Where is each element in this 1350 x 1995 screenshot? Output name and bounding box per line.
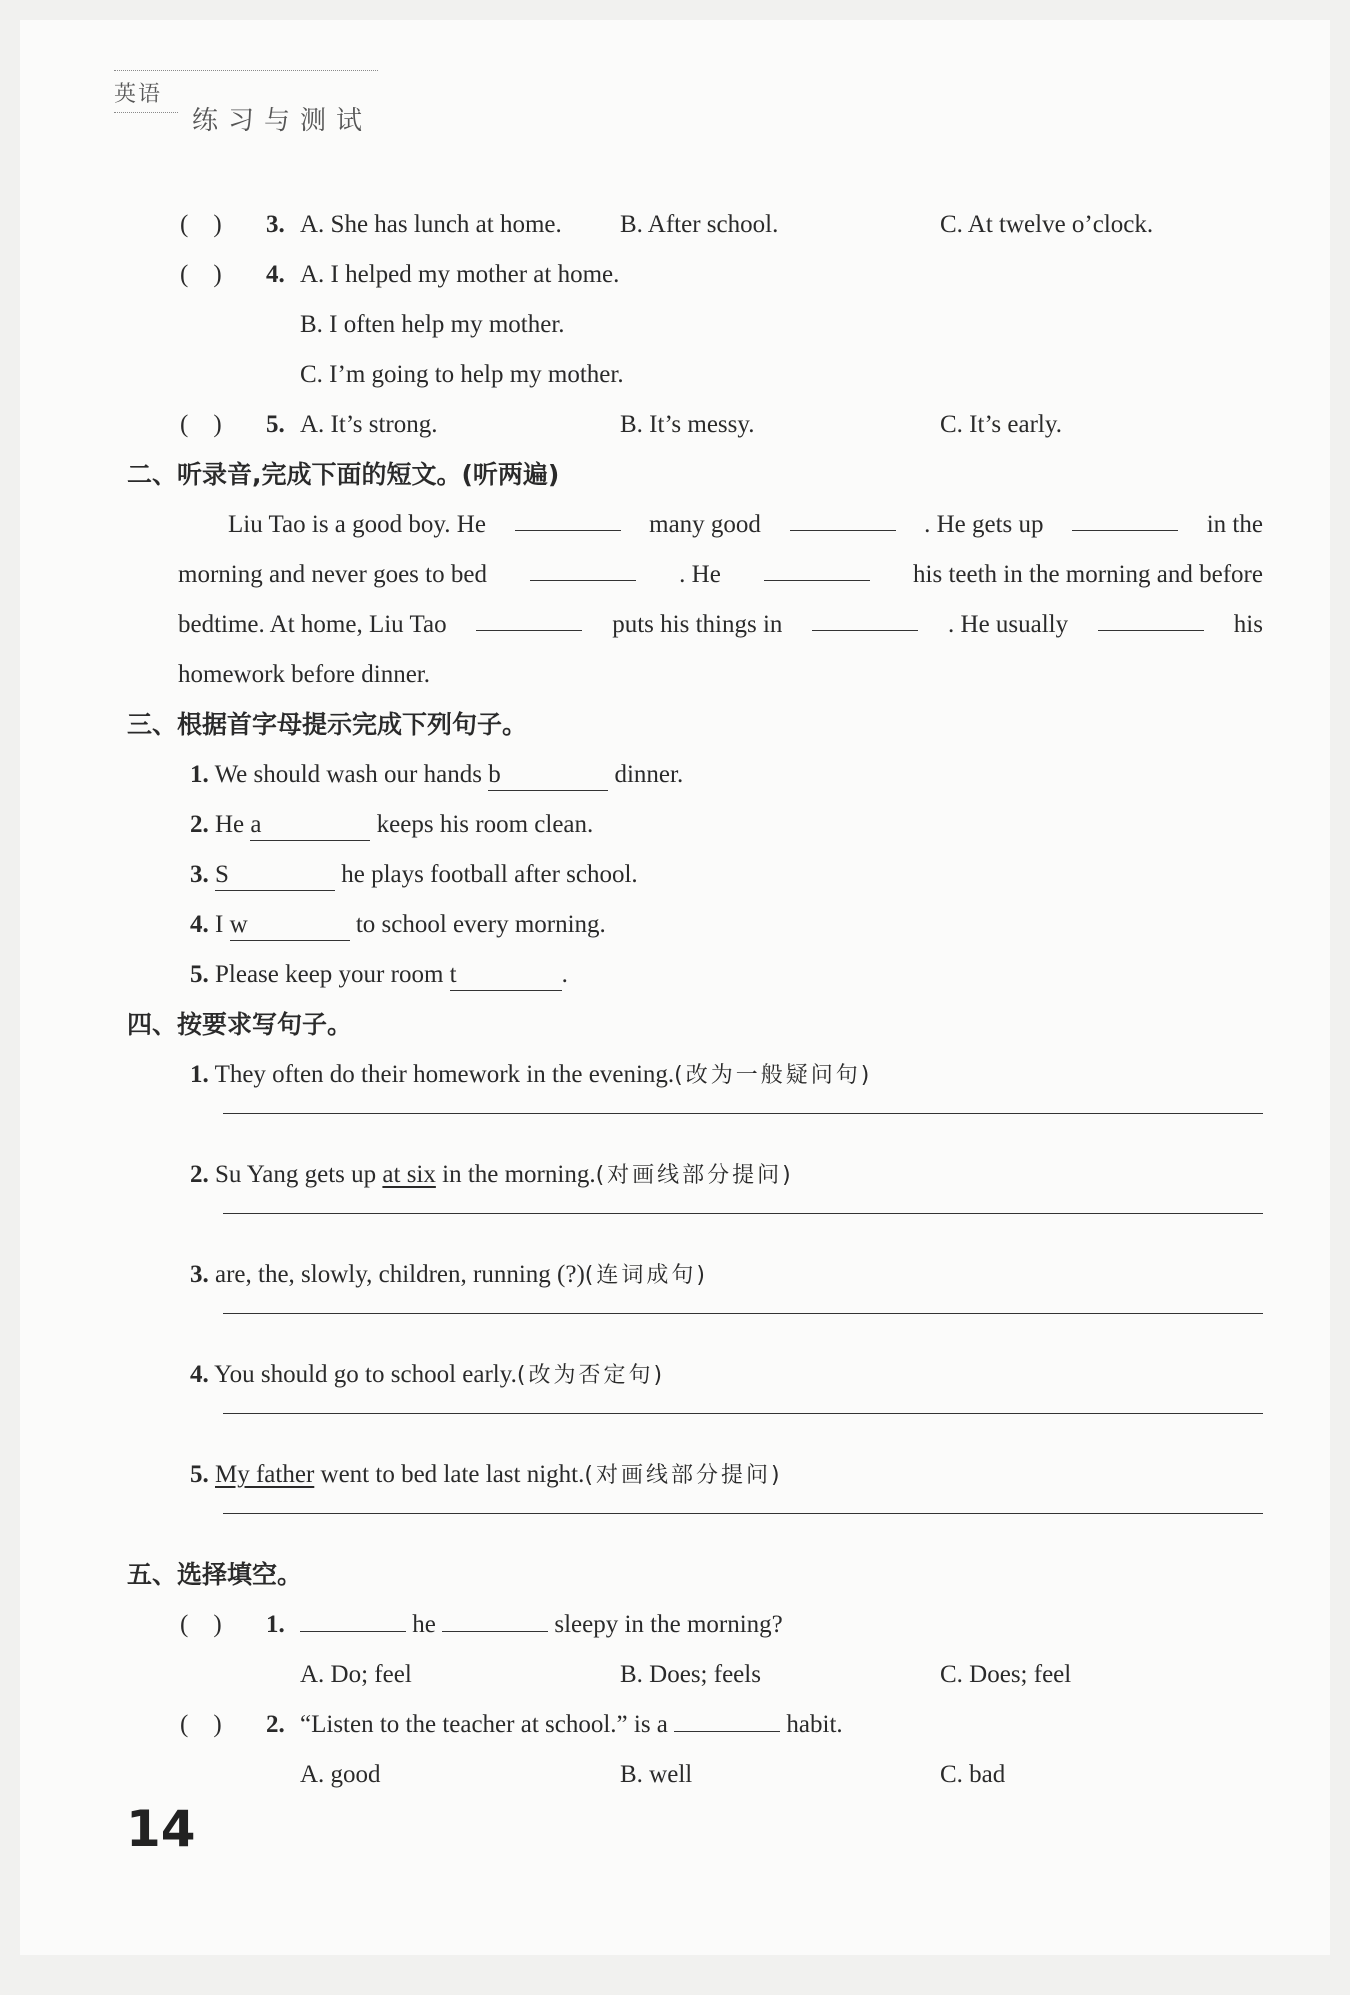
section-title-3: 三、根据首字母提示完成下列句子。 [127, 710, 528, 739]
passage-text: . He gets up [924, 511, 1044, 538]
sentence-text: You should go to school early. [214, 1361, 517, 1388]
question-number: 3. [190, 861, 209, 888]
fill-blank[interactable] [450, 960, 562, 991]
sentence-item [190, 750, 683, 800]
passage-text: his teeth in the morning and before [913, 561, 1263, 588]
sentence-text: dinner. [614, 761, 684, 788]
answer-line[interactable] [223, 1413, 1263, 1414]
sentence-text: Su Yang gets up [215, 1161, 377, 1188]
sentence-text: Please keep your room [215, 961, 444, 988]
options-row [20, 1650, 1330, 1700]
option-a: A. I helped my mother at home. [300, 261, 620, 288]
header-dotted-rule [114, 70, 378, 71]
workbook-page [20, 20, 1330, 1955]
passage-line [178, 600, 1263, 650]
section-title-4: 四、按要求写句子。 [127, 1010, 353, 1039]
fill-blank[interactable] [790, 500, 896, 531]
passage-text: . He usually [948, 611, 1069, 638]
stem-text: habit. [786, 1711, 843, 1738]
option-c: C. It’s early. [940, 411, 1062, 438]
answer-line[interactable] [223, 1313, 1263, 1314]
passage-line [178, 500, 1263, 550]
option-c: C. At twelve o’clock. [940, 211, 1154, 238]
stem-text: he [412, 1611, 436, 1638]
option-c: C. Does; feel [940, 1661, 1072, 1688]
passage-text: Liu Tao is a good boy. He [228, 511, 486, 538]
option-b: B. After school. [620, 211, 779, 238]
option-b: B. I often help my mother. [300, 311, 565, 338]
fill-blank[interactable] [300, 1601, 406, 1632]
question-number: 2. [190, 811, 209, 838]
page-number: 14 [126, 1800, 196, 1858]
fill-blank[interactable] [515, 500, 621, 531]
question-row [20, 1700, 1330, 1750]
rewrite-item [190, 1450, 783, 1500]
answer-line[interactable] [223, 1513, 1263, 1514]
answer-bracket[interactable]: ( ) [180, 261, 222, 288]
passage-text: puts his things in [612, 611, 783, 638]
sentence-text: We should wash our hands [214, 761, 482, 788]
fill-blank[interactable] [442, 1601, 548, 1632]
option-b: B. well [620, 1761, 693, 1788]
sentence-text: He [215, 811, 245, 838]
question-number: 2. [190, 1161, 209, 1188]
question-number: 4. [190, 911, 209, 938]
passage-line [178, 550, 1263, 600]
header-subject: 英语 [114, 78, 178, 113]
answer-bracket[interactable]: ( ) [180, 1611, 222, 1638]
option-a: A. She has lunch at home. [300, 211, 562, 238]
answer-line[interactable] [223, 1113, 1263, 1114]
option-b: B. It’s messy. [620, 411, 755, 438]
question-number: 3. [190, 1261, 209, 1288]
initial-letter: b [488, 761, 501, 788]
question-number: 1. [266, 1611, 285, 1638]
answer-bracket[interactable]: ( ) [180, 411, 222, 438]
question-number: 4. [266, 261, 285, 288]
fill-blank[interactable] [1072, 500, 1178, 531]
sentence-item [190, 950, 568, 1000]
sentence-text: I [215, 911, 224, 938]
question-number: 4. [190, 1361, 209, 1388]
question-number: 1. [190, 1061, 209, 1088]
underlined-phrase: at six [382, 1161, 436, 1188]
question-row [20, 400, 1330, 450]
passage-text: in the [1206, 511, 1263, 538]
option-c: C. I’m going to help my mother. [300, 361, 624, 388]
question-number: 5. [190, 961, 209, 988]
question-row [20, 200, 1330, 250]
question-stem [300, 1700, 843, 1750]
fill-blank[interactable] [250, 810, 370, 841]
fill-blank[interactable] [812, 600, 918, 631]
sentence-item [190, 800, 593, 850]
sentence-text: . [561, 961, 568, 988]
answer-bracket[interactable]: ( ) [180, 211, 222, 238]
question-row [20, 250, 1330, 300]
header-title: 练习与测试 [192, 106, 373, 136]
option-b: B. Does; feels [620, 1661, 761, 1688]
sentence-text: he plays football after school. [341, 861, 638, 888]
passage-text: . He [679, 561, 721, 588]
passage-line [178, 650, 1263, 700]
rewrite-item [190, 1050, 872, 1100]
fill-blank[interactable] [530, 550, 636, 581]
fill-blank[interactable] [488, 760, 608, 791]
passage-text: homework before dinner. [178, 661, 431, 688]
option-a: A. good [300, 1761, 381, 1788]
instruction-note: (对画线部分提问) [595, 1163, 794, 1188]
passage-text: bedtime. At home, Liu Tao [178, 611, 447, 638]
underlined-phrase: My father [215, 1461, 315, 1488]
option-a: A. Do; feel [300, 1661, 412, 1688]
passage-text: morning and never goes to bed [178, 561, 487, 588]
section-title-2: 二、听录音,完成下面的短文。(听两遍) [127, 460, 560, 489]
answer-bracket[interactable]: ( ) [180, 1711, 222, 1738]
question-number: 1. [190, 761, 209, 788]
option-c: C. bad [940, 1761, 1006, 1788]
instruction-note: (改为一般疑问句) [674, 1063, 873, 1088]
sentence-text: in the morning. [442, 1161, 596, 1188]
rewrite-item [190, 1350, 665, 1400]
stem-text: sleepy in the morning? [554, 1611, 783, 1638]
sentence-text: are, the, slowly, children, running (?) [215, 1261, 585, 1288]
rewrite-item [190, 1150, 794, 1200]
cloze-passage [178, 500, 1263, 700]
instruction-note: (对画线部分提问) [584, 1463, 783, 1488]
fill-blank[interactable] [764, 550, 870, 581]
answer-line[interactable] [223, 1213, 1263, 1214]
sentence-text: to school every morning. [355, 911, 606, 938]
sentence-text: keeps his room clean. [376, 811, 594, 838]
instruction-note: (改为否定句) [516, 1363, 666, 1388]
initial-letter: S [215, 861, 229, 888]
question-number: 5. [190, 1461, 209, 1488]
sentence-item [190, 900, 606, 950]
sentence-text: went to bed late last night. [320, 1461, 585, 1488]
initial-letter: a [250, 811, 262, 838]
question-number: 3. [266, 211, 285, 238]
option-a: A. It’s strong. [300, 411, 438, 438]
fill-blank[interactable] [230, 910, 350, 941]
passage-text: his [1233, 611, 1263, 638]
fill-blank[interactable] [674, 1701, 780, 1732]
instruction-note: (连词成句) [584, 1263, 708, 1288]
question-number: 5. [266, 411, 285, 438]
question-number: 2. [266, 1711, 285, 1738]
sentence-text: They often do their homework in the evening. [214, 1061, 675, 1088]
initial-letter: t [449, 961, 457, 988]
fill-blank[interactable] [476, 600, 582, 631]
initial-letter: w [229, 911, 248, 938]
passage-text: many good [649, 511, 761, 538]
rewrite-item [190, 1250, 708, 1300]
fill-blank[interactable] [1098, 600, 1204, 631]
section-title-5: 五、选择填空。 [127, 1560, 303, 1589]
question-row [20, 1600, 1330, 1650]
sentence-item [190, 850, 638, 900]
options-row [20, 1750, 1330, 1800]
fill-blank[interactable] [215, 860, 335, 891]
question-stem [300, 1600, 783, 1650]
stem-text: “Listen to the teacher at school.” is a [300, 1711, 668, 1738]
